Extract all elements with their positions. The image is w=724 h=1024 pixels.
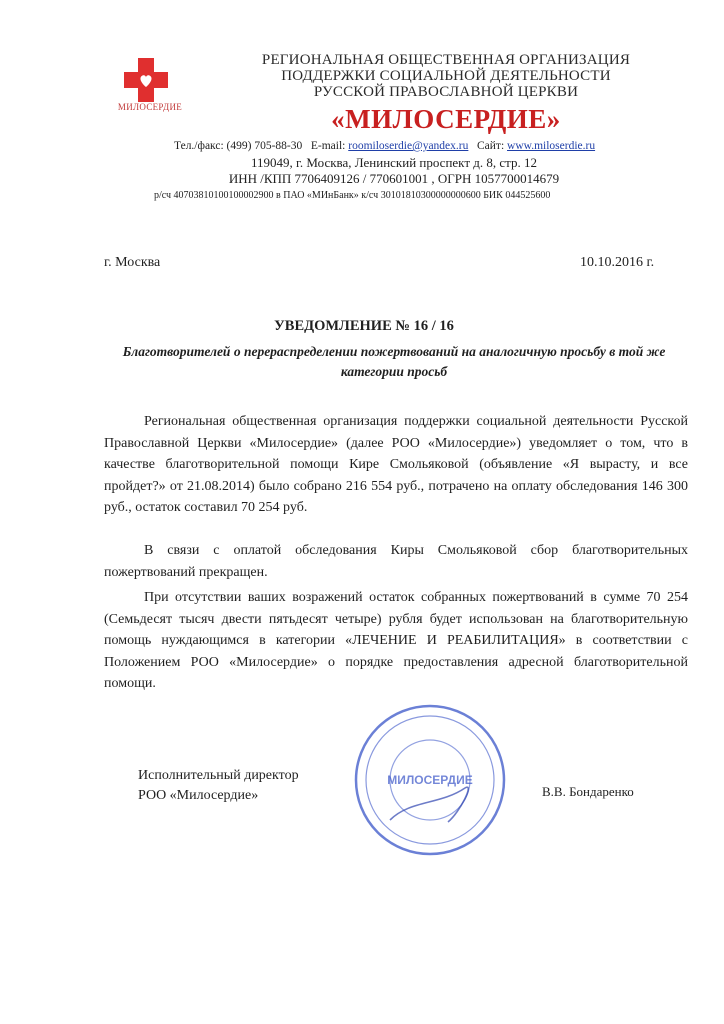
address: 119049, г. Москва, Ленинский проспект д. 8, стр. 12 [251, 155, 537, 170]
logo [104, 58, 196, 118]
site-link[interactable]: www.miloserdie.ru [507, 140, 596, 152]
org-line-3: РУССКОЙ ПРАВОСЛАВНОЙ ЦЕРКВИ [313, 84, 579, 100]
email-link[interactable]: roomiloserdie@yandex.ru [348, 140, 469, 152]
bank-details: р/сч 40703810100100002900 в ПАО «МИнБанк» к/сч 30101810300000000600 БИК 044525600 [154, 190, 551, 201]
stamp-label: МИЛОСЕРДИЕ [387, 773, 473, 787]
logo-label: МИЛОСЕРДИЕ [117, 102, 183, 112]
red-cross-heart-icon [124, 58, 168, 102]
signatory-role-line1: Исполнительный директор [138, 768, 299, 783]
phone: Тел./факс: (499) 705-88-30 [174, 140, 303, 152]
date: 10.10.2016 г. [580, 255, 655, 270]
email-label: E-mail: [310, 140, 346, 152]
org-name: «МИЛОСЕРДИЕ» [331, 104, 561, 134]
document-title: УВЕДОМЛЕНИЕ № 16 / 16 [274, 318, 454, 334]
org-line-1: РЕГИОНАЛЬНАЯ ОБЩЕСТВЕННАЯ ОРГАНИЗАЦИЯ [261, 52, 631, 68]
paragraph-1: Региональная общественная организация поддержки социальной деятельности Русской Православной Церкви «Милосердие» (далее РОО «Милосердие») уведомляет о том, что в качестве благотворительной помощи Кире Смольяковой (объявление «Я вырасту, и все пройдет?» от 21.08.2014) было собрано 216 554 руб., потрачено на оплату обследования 146 300 руб., остаток составил 70 254 руб. [104, 414, 688, 515]
round-stamp-icon [350, 700, 510, 860]
site-label: Сайт: [477, 140, 505, 152]
paragraph-2: В связи с оплатой обследования Киры Смольяковой сбор благотворительных пожертвований прекращен. [104, 543, 688, 580]
signatory-name: В.В. Бондаренко [542, 784, 634, 799]
city: г. Москва [104, 255, 161, 270]
signatory-role [138, 766, 299, 806]
org-line-2: ПОДДЕРЖКИ СОЦИАЛЬНОЙ ДЕЯТЕЛЬНОСТИ [281, 68, 611, 84]
contacts-line [174, 140, 654, 152]
document-subtitle: Благотворителей о перераспределении пожертвований на аналогичную просьбу в той же категории просьб [122, 344, 666, 379]
inn-line: ИНН /КПП 7706409126 / 770601001 , ОГРН 1057700014679 [228, 171, 560, 186]
paragraph-3: При отсутствии ваших возражений остаток собранных пожертвований в сумме 70 254 (Семьдесят тысяч двести пятьдесят четыре) рубля будет использован на благотворительную помощь нуждающимся в категории «ЛЕЧЕНИЕ И РЕАБИЛИТАЦИЯ» в соответствии с Положением РОО «Милосердие» о порядке предоставления адресной благотворительной помощи. [104, 590, 688, 691]
signatory-role-line2: РОО «Милосердие» [138, 788, 259, 803]
